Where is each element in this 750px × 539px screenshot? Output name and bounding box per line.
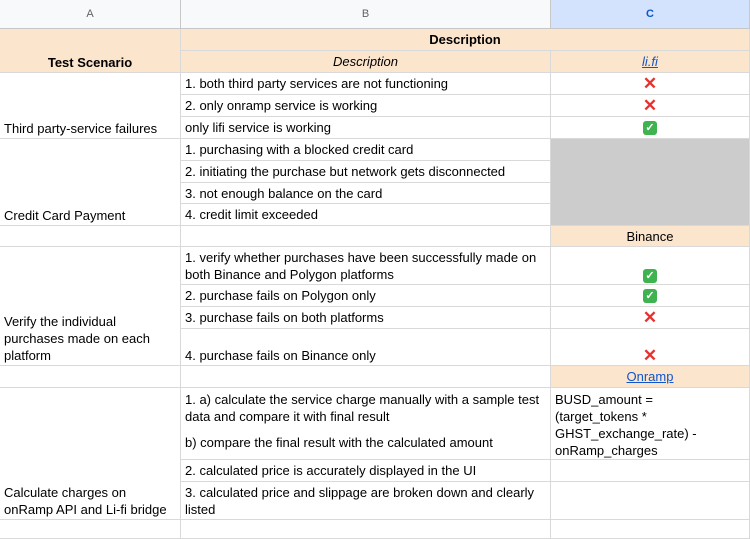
desc-text: 1. a) calculate the service charge manually with a sample test data and compare it with final result xyxy=(185,392,540,424)
desc-text: 3. not enough balance on the card xyxy=(185,185,383,201)
desc-text: b) compare the final result with the calculated amount xyxy=(185,435,493,450)
desc-cell[interactable] xyxy=(181,482,551,520)
binance-label: Binance xyxy=(626,228,674,244)
cross-mark-icon: ✕ xyxy=(642,308,658,327)
column-letter: C xyxy=(646,8,654,20)
description-subheader[interactable] xyxy=(181,51,551,73)
check-mark-icon: ✓ xyxy=(643,269,657,283)
desc-cell[interactable] xyxy=(181,388,551,460)
result-cell[interactable] xyxy=(551,95,750,117)
header-label: Test Scenario xyxy=(47,55,133,70)
formula-cell[interactable] xyxy=(551,388,750,460)
desc-text: 2. initiating the purchase but network gets disconnected xyxy=(185,164,506,179)
desc-text: 3. purchase fails on both platforms xyxy=(185,310,384,325)
desc-cell[interactable] xyxy=(181,204,551,226)
credit-card-result-merged[interactable] xyxy=(551,139,750,226)
desc-cell[interactable] xyxy=(181,73,551,95)
scenario-label: Third party-service failures xyxy=(4,121,158,136)
scenario-platform-verify[interactable] xyxy=(0,247,181,366)
desc-text: 3. calculated price and slippage are broken down and clearly listed xyxy=(185,484,535,517)
result-cell[interactable] xyxy=(551,247,750,285)
empty-cell[interactable] xyxy=(0,226,181,247)
header-label: Description xyxy=(429,32,501,47)
desc-cell[interactable] xyxy=(181,95,551,117)
description-group-header[interactable] xyxy=(181,29,750,51)
lifi-header-cell[interactable] xyxy=(551,51,750,73)
cross-mark-icon: ✕ xyxy=(642,96,658,115)
check-mark-icon: ✓ xyxy=(643,121,657,135)
scenario-charges[interactable] xyxy=(0,388,181,520)
result-cell[interactable] xyxy=(551,73,750,95)
result-cell[interactable] xyxy=(551,307,750,329)
empty-cell[interactable] xyxy=(181,520,551,539)
test-scenario-header[interactable] xyxy=(0,29,181,73)
binance-header-cell[interactable] xyxy=(551,226,750,247)
result-cell[interactable] xyxy=(551,329,750,366)
result-cell[interactable] xyxy=(551,285,750,307)
lifi-link[interactable]: li.fi xyxy=(642,54,658,69)
empty-cell[interactable] xyxy=(181,226,551,247)
desc-text: 1. both third party services are not functioning xyxy=(185,76,449,91)
empty-cell[interactable] xyxy=(0,366,181,388)
cross-mark-icon: ✕ xyxy=(642,346,658,365)
desc-cell[interactable] xyxy=(181,139,551,161)
desc-text: 4. credit limit exceeded xyxy=(185,207,318,222)
desc-text: 4. purchase fails on Binance only xyxy=(185,348,376,363)
desc-text: 2. calculated price is accurately displayed in the UI xyxy=(185,463,477,478)
desc-text: 1. purchasing with a blocked credit card xyxy=(185,142,414,157)
desc-cell[interactable] xyxy=(181,307,551,329)
desc-cell[interactable] xyxy=(181,460,551,482)
column-letter: A xyxy=(86,8,94,20)
formula-text: BUSD_amount = (target_tokens * GHST_exchange_rate) - onRamp_charges xyxy=(555,392,697,458)
desc-text: only lifi service is working xyxy=(185,120,331,135)
scenario-label: Calculate charges on onRamp API and Li-fi bridge xyxy=(4,485,167,517)
cross-mark-icon: ✕ xyxy=(642,74,658,93)
desc-cell[interactable] xyxy=(181,329,551,366)
column-header-a[interactable] xyxy=(0,0,181,29)
scenario-label: Credit Card Payment xyxy=(4,208,126,223)
column-header-c[interactable] xyxy=(551,0,750,29)
desc-text: 1. verify whether purchases have been successfully made on both Binance and Polygon platforms xyxy=(185,249,537,282)
desc-text: 2. purchase fails on Polygon only xyxy=(185,288,376,303)
scenario-credit-card[interactable] xyxy=(0,139,181,226)
empty-cell[interactable] xyxy=(0,520,181,539)
desc-cell[interactable] xyxy=(181,285,551,307)
column-header-b[interactable] xyxy=(181,0,551,29)
desc-cell[interactable] xyxy=(181,161,551,183)
empty-cell[interactable] xyxy=(181,366,551,388)
desc-cell[interactable] xyxy=(181,247,551,285)
onramp-header-cell[interactable] xyxy=(551,366,750,388)
empty-cell[interactable] xyxy=(551,482,750,520)
scenario-label: Verify the individual purchases made on each platform xyxy=(4,314,150,363)
empty-cell[interactable] xyxy=(551,460,750,482)
desc-cell[interactable] xyxy=(181,117,551,139)
desc-cell[interactable] xyxy=(181,183,551,204)
onramp-link[interactable]: Onramp xyxy=(626,369,674,384)
result-cell[interactable] xyxy=(551,117,750,139)
header-label: Description xyxy=(332,54,399,69)
desc-text: 2. only onramp service is working xyxy=(185,98,378,113)
empty-cell[interactable] xyxy=(551,520,750,539)
check-mark-icon: ✓ xyxy=(643,289,657,303)
scenario-third-party[interactable] xyxy=(0,73,181,139)
column-letter: B xyxy=(361,8,370,20)
